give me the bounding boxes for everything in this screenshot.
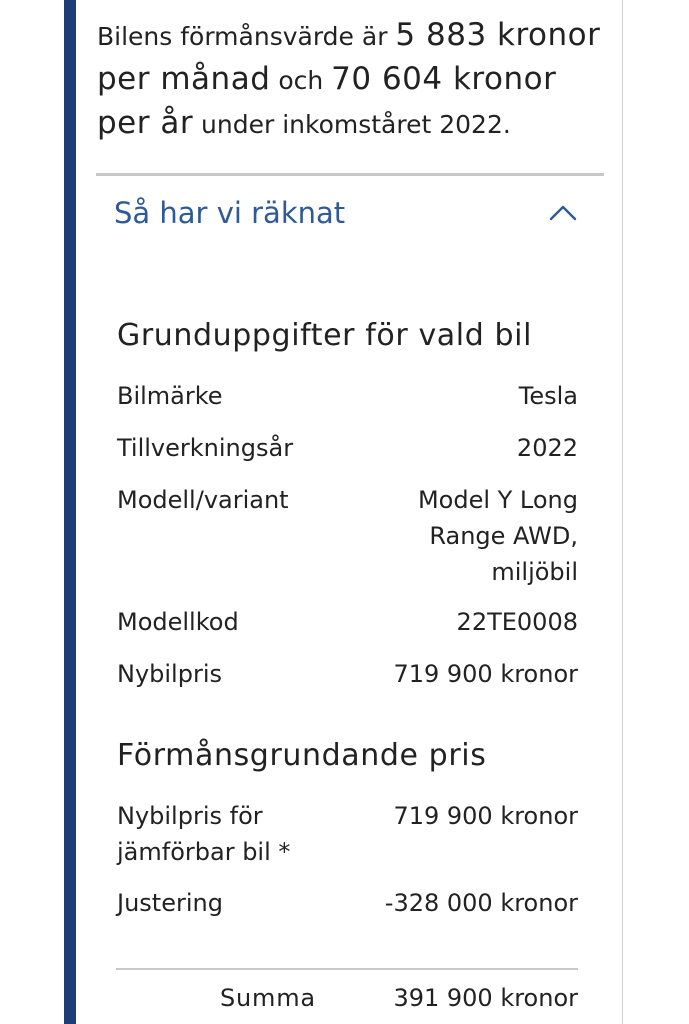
value-brand: Tesla: [518, 382, 578, 410]
left-accent-bar: [64, 0, 76, 1024]
chevron-up-icon: [548, 198, 578, 228]
sum-divider: [116, 968, 578, 970]
accordion-title: Så har vi räknat: [114, 196, 346, 230]
value-model-line: miljöbil: [491, 558, 578, 586]
label-comparable-line: Nybilpris för: [117, 802, 263, 830]
value-adjustment: -328 000 kronor: [384, 889, 578, 917]
label-comparable-price: [117, 798, 347, 870]
calculation-accordion-toggle[interactable]: [96, 178, 604, 258]
result-year: under inkomståret 2022.: [193, 110, 511, 139]
label-model: Modell/variant: [117, 486, 289, 514]
accordion-divider: [96, 173, 604, 176]
card-right-border: [622, 0, 623, 1024]
section-title-benefit: Förmånsgrundande pris: [117, 738, 487, 773]
value-year: 2022: [516, 434, 578, 462]
value-new-car-price: 719 900 kronor: [393, 660, 578, 688]
value-model-code: 22TE0008: [456, 608, 578, 636]
yearly-amount: 70 604 kronor: [331, 61, 557, 97]
label-adjustment: Justering: [117, 889, 223, 917]
benefit-result-text: [97, 14, 607, 146]
yearly-unit: per år: [97, 105, 194, 141]
monthly-unit: per månad: [97, 61, 271, 97]
label-sum: Summa: [220, 984, 316, 1012]
label-comparable-line: jämförbar bil *: [117, 838, 291, 866]
result-intro: Bilens förmånsvärde är: [97, 22, 396, 51]
monthly-amount: 5 883 kronor: [395, 17, 601, 53]
value-model: [338, 482, 578, 590]
value-sum: 391 900 kronor: [393, 984, 578, 1012]
label-year: Tillverkningsår: [117, 434, 294, 462]
label-new-car-price: Nybilpris: [117, 660, 222, 688]
label-brand: Bilmärke: [117, 382, 223, 410]
label-model-code: Modellkod: [117, 608, 239, 636]
result-and: och: [270, 66, 332, 95]
section-title-basic: Grunduppgifter för vald bil: [117, 318, 533, 353]
value-comparable-price: 719 900 kronor: [393, 802, 578, 830]
value-model-line: Model Y Long: [417, 486, 578, 514]
value-model-line: Range AWD,: [429, 522, 578, 550]
